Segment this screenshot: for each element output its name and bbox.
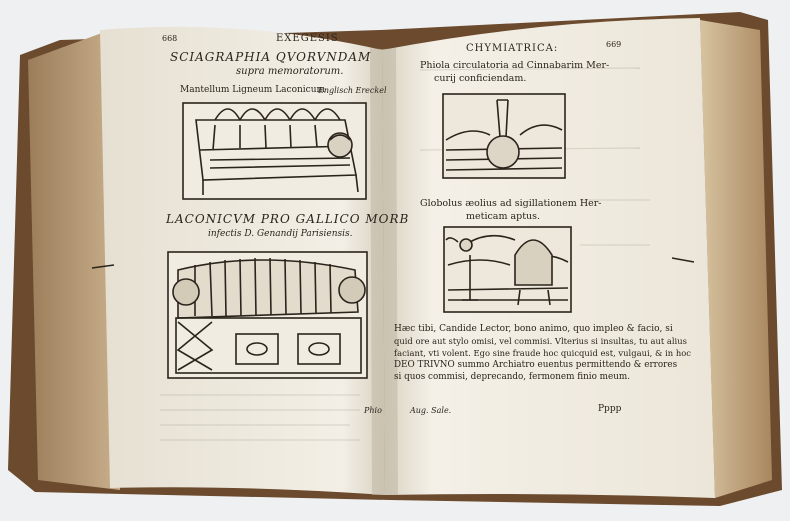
closing-paragraph-line-3: faciant, vti volent. Ego sine fraude hoc quicquid est, vulgaui, & in hoc xyxy=(394,348,691,358)
caption-globolus-2: meticam aptus. xyxy=(466,211,541,222)
left-running-head: EXEGESIS xyxy=(276,33,339,44)
woodcut-aeolipile xyxy=(444,227,571,312)
left-page-number: 668 xyxy=(162,34,178,43)
woodcut-laconicum xyxy=(168,252,367,378)
closing-paragraph-line-1: Hæc tibi, Candide Lector, bono animo, quo impleo & facio, si xyxy=(394,324,673,334)
closing-paragraph-line-4: DEO TRIVNO summo Archiatro euentus permittendo & errores xyxy=(394,360,678,370)
caption-globolus-1: Globolus æolius ad sigillationem Her- xyxy=(420,198,602,209)
caption-phial-2: curij conficiendam. xyxy=(434,73,527,84)
subheading-laconicum: infectis D. Genandij Parisiensis. xyxy=(208,229,353,239)
caption-mantellum-note: Englisch Ereckel xyxy=(318,86,387,95)
left-subheading: supra memoratorum. xyxy=(236,66,344,77)
woodcut-wooden-mantle xyxy=(183,103,366,199)
signature: Aug. Sale. xyxy=(410,406,452,415)
heading-laconicum: LACONICVM PRO GALLICO MORB xyxy=(166,212,410,226)
left-catchword: Phio xyxy=(364,406,382,415)
woodcut-phial xyxy=(443,94,565,178)
closing-paragraph-line-5: si quos commisi, deprecando, fermonem finio meum. xyxy=(394,372,631,382)
closing-paragraph-line-2: quid ore aut stylo omisi, vel commisi. Vlterius si insultas, tu aut alius xyxy=(394,336,687,346)
right-running-head: CHYMIATRICA: xyxy=(466,43,559,54)
caption-mantellum: Mantellum Ligneum Laconicum xyxy=(180,85,326,95)
caption-phial-1: Phiola circulatoria ad Cinnabarim Mer- xyxy=(420,60,610,71)
left-heading: SCIAGRAPHIA QVORVNDAM xyxy=(170,50,372,64)
gutter-shadow xyxy=(370,48,398,495)
signature-mark: Pppp xyxy=(598,404,622,414)
right-page-number: 669 xyxy=(606,40,622,49)
